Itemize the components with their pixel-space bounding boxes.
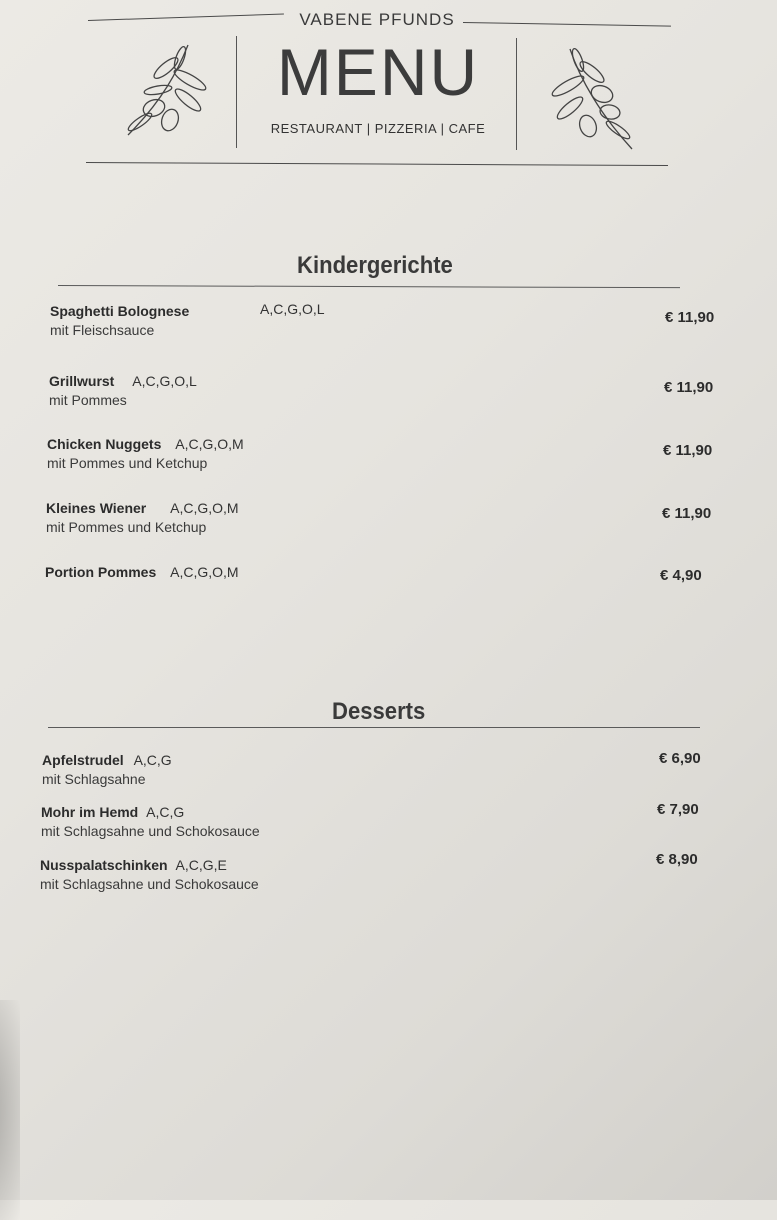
item-price: € 4,90 [660, 567, 702, 584]
item-price: € 11,90 [665, 309, 715, 326]
section-rule [48, 727, 700, 728]
item-name: Grillwurst [49, 373, 115, 389]
item-name: Kleines Wiener [46, 500, 147, 516]
item-allergens: A,C,G [146, 804, 185, 820]
item-allergens: A,C,G,O,M [170, 564, 239, 580]
item-description: mit Fleischsauce [50, 322, 155, 338]
menu-item [49, 372, 197, 410]
item-price: € 7,90 [657, 801, 699, 818]
item-allergens: A,C,G,O,L [260, 301, 325, 317]
item-name: Spaghetti Bolognese [50, 303, 190, 319]
menu-item [42, 751, 172, 789]
section-title-desserts: Desserts [332, 698, 426, 725]
menu-item [50, 301, 325, 340]
header-divider-left [236, 36, 237, 148]
header-bottom-line [86, 162, 668, 166]
item-description: mit Schlagsahne und Schokosauce [41, 823, 260, 839]
item-description: mit Pommes und Ketchup [47, 455, 208, 471]
item-price: € 6,90 [659, 750, 701, 767]
item-description: mit Schlagsahne und Schokosauce [40, 876, 259, 892]
item-description: mit Pommes [49, 392, 127, 408]
menu-item [40, 856, 259, 894]
item-allergens: A,C,G,O,M [170, 500, 239, 516]
item-allergens: A,C,G [133, 752, 172, 768]
menu-item [45, 563, 239, 582]
item-price: € 11,90 [664, 379, 714, 396]
item-name: Mohr im Hemd [41, 804, 139, 820]
header-top-line-left [88, 14, 284, 21]
item-description: mit Schlagsahne [42, 771, 146, 787]
section-rule [58, 285, 680, 288]
item-name: Apfelstrudel [42, 752, 124, 768]
item-name: Chicken Nuggets [47, 436, 162, 452]
item-allergens: A,C,G,O,M [175, 436, 244, 452]
item-price: € 11,90 [663, 442, 713, 459]
olive-branch-icon [540, 44, 640, 156]
header-subtitle: RESTAURANT | PIZZERIA | CAFE [270, 121, 486, 136]
brand-name: VABENE PFUNDS [299, 10, 455, 29]
item-name: Portion Pommes [45, 564, 157, 580]
menu-item [46, 499, 239, 537]
menu-item [41, 803, 260, 841]
header-divider-right [516, 38, 517, 150]
header-top-line-right [463, 22, 671, 27]
item-allergens: A,C,G,O,L [132, 373, 197, 389]
menu-item [47, 435, 244, 473]
item-description: mit Pommes und Ketchup [46, 519, 207, 535]
finger-shadow [0, 1000, 20, 1220]
page-title: MENU [276, 35, 480, 109]
section-title-kindergerichte: Kindergerichte [297, 252, 453, 279]
item-price: € 11,90 [662, 505, 712, 522]
item-allergens: A,C,G,E [175, 857, 227, 873]
olive-branch-icon [118, 40, 218, 150]
item-price: € 8,90 [656, 851, 698, 868]
item-name: Nusspalatschinken [40, 857, 168, 873]
